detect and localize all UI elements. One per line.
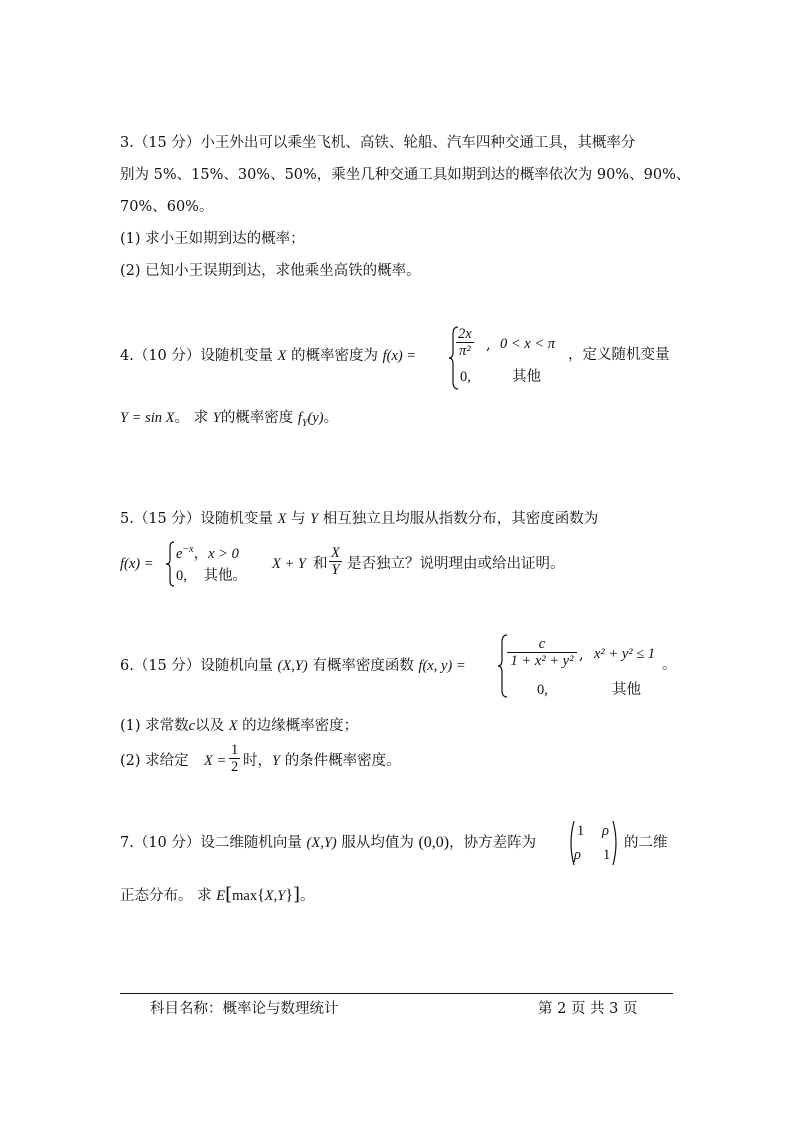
q5-after-func: 。 <box>232 568 247 584</box>
q4-line2-arg: (y) <box>307 410 324 426</box>
q5-case1 <box>176 541 239 563</box>
q6-sub-1 <box>120 716 358 736</box>
footer-subject: 科目名称：概率论与数理统计 <box>150 1001 339 1017</box>
q4-line-1 <box>120 346 416 366</box>
q5-case1-val: e <box>176 545 183 562</box>
q6-sub2-y: Y <box>272 753 281 769</box>
q5-func: f(x) = <box>120 556 154 572</box>
q5-frac-den: Y <box>329 561 342 578</box>
q5-line-1 <box>120 509 598 529</box>
q6-line-1 <box>120 656 466 676</box>
q7-line-2 <box>120 885 315 906</box>
q4-case1-den: π² <box>456 342 474 359</box>
q5-sum: X + Y <box>272 556 306 572</box>
q4-case2-cond: 其他 <box>512 369 541 385</box>
q3-line-3: 70%、60%。 <box>120 199 214 215</box>
q7-right-bracket: ] <box>293 884 301 905</box>
q4-func: f(x) = <box>382 348 417 364</box>
q5-case2-val: 0, <box>176 568 187 584</box>
q5-ratio-fraction <box>329 545 342 578</box>
q6-func: f(x, y) = <box>418 658 466 674</box>
q7-left-bracket: [ <box>225 884 233 905</box>
q6-sub2-rest: 的条件概率密度。 <box>284 753 401 769</box>
footer-page-number: 第 2 页 共 3 页 <box>538 1001 638 1017</box>
q7-cov-text: ，协方差阵为 <box>449 835 537 851</box>
q6-sub2-fraction <box>229 742 240 775</box>
q7-mid: 服从均值为 <box>341 835 414 851</box>
q7-vec: (X,Y) <box>306 835 337 851</box>
q6-sub1-b: 以及 <box>195 718 225 734</box>
q6-sub-2-a: (2) 求给定 <box>120 753 189 769</box>
q4-line2-end: 。 <box>323 410 339 426</box>
q6-prefix: 6.（15 分）设随机向量 <box>120 658 273 674</box>
q7-line2-max: max <box>232 888 258 904</box>
q5-y: Y <box>310 511 319 527</box>
q4-line2-mid: 。 求 <box>174 410 209 426</box>
q6-case1-den: 1 + x² + y² <box>507 652 577 669</box>
q5-frac-num: X <box>331 545 340 561</box>
q7-line2-e: E <box>216 888 226 904</box>
q4-var-x: X <box>277 348 287 364</box>
q7-matrix-right-paren-icon <box>612 820 620 866</box>
q3-sub-1: (1) 求小王如期到达的概率； <box>120 231 305 247</box>
q7-m11: 1 <box>577 823 585 839</box>
q7-mean: (0,0) <box>418 834 450 851</box>
q4-mid: 的概率密度为 <box>290 348 378 364</box>
q6-case1-fraction <box>507 636 577 669</box>
q6-sub1-x: X <box>228 718 238 734</box>
q4-prefix: 4.（10 分）设随机变量 <box>120 348 273 364</box>
q4-def: Y = sin X <box>120 410 175 426</box>
q4-suffix: ，定义随机变量 <box>568 347 670 363</box>
q7-m12: ρ <box>602 823 609 839</box>
q4-case1-fraction <box>456 326 474 359</box>
q7-line-1 <box>120 833 536 853</box>
q7-prefix: 7.（10 分）设二维随机向量 <box>120 835 302 851</box>
q5-question: 是否独立？说明理由或给出证明。 <box>347 556 565 572</box>
q4-case1-num: 2x <box>458 326 472 342</box>
q6-case2-val: 0, <box>537 682 548 698</box>
q4-line2-text: 的概率密度 <box>220 410 294 426</box>
q4-line2-func: f <box>297 410 302 426</box>
q6-sub2-x: X = <box>204 753 227 769</box>
q4-case2-val: 0, <box>460 369 471 385</box>
q6-sub2-num: 1 <box>231 742 239 758</box>
q4-case1-cond: 0 < x < π <box>500 336 556 352</box>
q6-sub2-den: 2 <box>231 759 239 775</box>
q4-line2-var: Y <box>212 410 221 426</box>
q5-prefix: 5.（15 分）设随机变量 <box>120 511 273 527</box>
q5-he: 和 <box>313 556 328 572</box>
q7-after: 的二维 <box>624 835 668 851</box>
q4-line2-sub: Y <box>301 417 308 429</box>
q3-line-2: 别为 5%、15%、30%、50%，乘坐几种交通工具如期到达的概率依次为 90%、90%、 <box>120 167 691 183</box>
q6-mid: 有概率密度函数 <box>312 658 414 674</box>
q4-line-2 <box>120 408 338 434</box>
q5-rest: 相互独立且均服从指数分布，其密度函数为 <box>322 511 599 527</box>
q6-vec: (X,Y) <box>277 658 308 674</box>
q3-line-1: 3.（15 分）小王外出可以乘坐飞机、高铁、轮船、汽车四种交通工具，其概率分 <box>120 135 636 151</box>
q7-m22: 1 <box>603 847 611 863</box>
q5-and: 与 <box>290 511 306 527</box>
q6-case1-comma: , <box>579 647 584 663</box>
q5-case1-comma: ， <box>193 545 209 562</box>
q5-case1-exp: −x <box>182 544 194 555</box>
q6-case1-cond: x² + y² ≤ 1 <box>594 646 656 662</box>
q4-case1-comma: , <box>486 337 491 353</box>
footer-divider <box>120 993 673 994</box>
q7-left-brace: { <box>257 887 265 904</box>
q6-case1-num: c <box>538 636 546 652</box>
q6-sub1-c: c <box>188 718 196 734</box>
q6-end: 。 <box>662 657 677 673</box>
q5-case2-cond: 其他 <box>203 568 233 584</box>
q3-sub-2: (2) 已知小王误期到达，求他乘坐高铁的概率。 <box>120 263 421 279</box>
q5-brace-icon <box>165 541 175 587</box>
q7-line2-set: X,Y <box>264 888 286 904</box>
q6-case2-cond: 其他 <box>612 682 641 698</box>
q6-sub1-a: (1) 求常数 <box>120 718 189 734</box>
q6-sub2-b: 时， <box>243 753 272 769</box>
q5-x: X <box>277 511 287 527</box>
q6-sub1-rest: 的边缘概率密度； <box>242 718 359 734</box>
q5-case2 <box>176 567 247 585</box>
q7-line2-a: 正态分布。 求 <box>120 888 212 904</box>
q6-sub-2-rest <box>243 752 401 770</box>
q7-right-brace: } <box>285 887 293 904</box>
q7-m21: ρ <box>574 847 581 863</box>
q7-line2-end: 。 <box>300 888 315 904</box>
q5-case1-cond: x > 0 <box>208 545 239 562</box>
